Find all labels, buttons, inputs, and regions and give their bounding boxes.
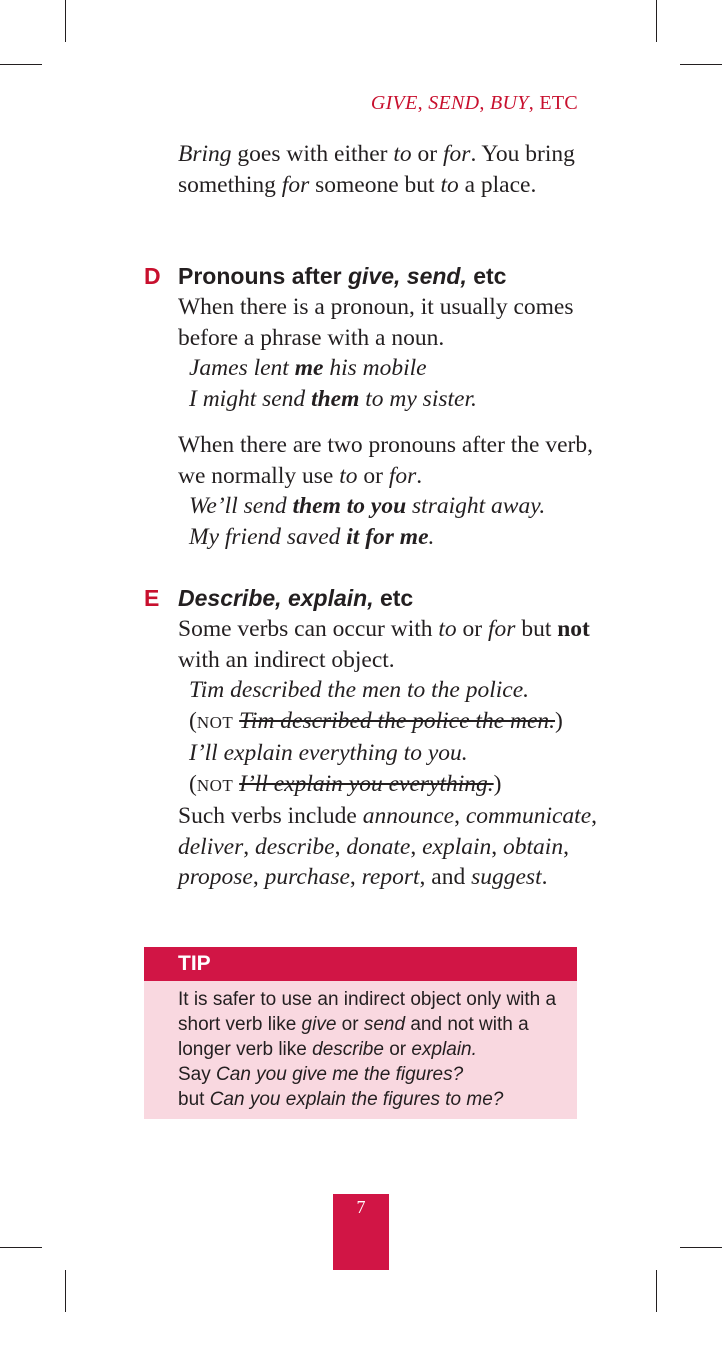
crop-mark: [656, 0, 657, 42]
intro-paragraph: Bring goes with either to or for. You bring something for someone but to a place.: [178, 141, 575, 198]
tip-example: Say Can you give me the figures?: [178, 1064, 464, 1085]
tip-example: but Can you explain the figures to me?: [178, 1089, 504, 1110]
crop-mark: [0, 1247, 42, 1248]
section-e-body: [178, 614, 598, 893]
example-sentence: James lent me his mobile: [189, 355, 427, 381]
crop-mark: [65, 1270, 66, 1312]
section-d-heading: D Pronouns after give, send, etc: [144, 263, 507, 289]
section-e-para: Some verbs can occur with to or for but not with an indirect object.: [178, 616, 590, 673]
section-e-heading: E Describe, explain, etc: [144, 585, 414, 611]
section-d-para2: When there are two pronouns after the verb, we normally use to or for.: [178, 432, 593, 489]
tip-heading: TIP: [144, 947, 577, 981]
crop-mark: [65, 0, 66, 42]
page-number: 7: [333, 1194, 389, 1270]
section-letter: D: [144, 263, 161, 289]
section-d-body: [178, 292, 598, 552]
section-d-para1: When there is a pronoun, it usually comes before a phrase with a noun.: [178, 294, 574, 351]
running-head: GIVE, SEND, BUY, ETC: [370, 92, 578, 114]
crop-mark: [656, 1270, 657, 1312]
tip-body: [144, 981, 577, 1119]
tip-text: It is safer to use an indirect object only with a short verb like give or send and not with a longer verb like describe or explain.: [178, 989, 557, 1060]
incorrect-example: (NOT I’ll explain you everything.): [189, 770, 502, 797]
example-sentence: My friend saved it for me.: [189, 523, 435, 550]
crop-mark: [680, 64, 722, 65]
verb-list: Such verbs include announce, communicate, deliver, describe, donate, explain, obtain, propose, purchase, report, and suggest.: [178, 803, 597, 890]
example-sentence: I might send them to my sister.: [189, 385, 477, 412]
crop-mark: [0, 64, 42, 65]
example-sentence: We’ll send them to you straight away.: [189, 493, 546, 519]
example-sentence: Tim described the men to the police.: [189, 677, 530, 703]
example-sentence: I’ll explain everything to you.: [189, 740, 468, 766]
section-letter: E: [144, 585, 160, 611]
crop-mark: [680, 1247, 722, 1248]
incorrect-example: (NOT Tim described the police the men.): [189, 707, 563, 734]
